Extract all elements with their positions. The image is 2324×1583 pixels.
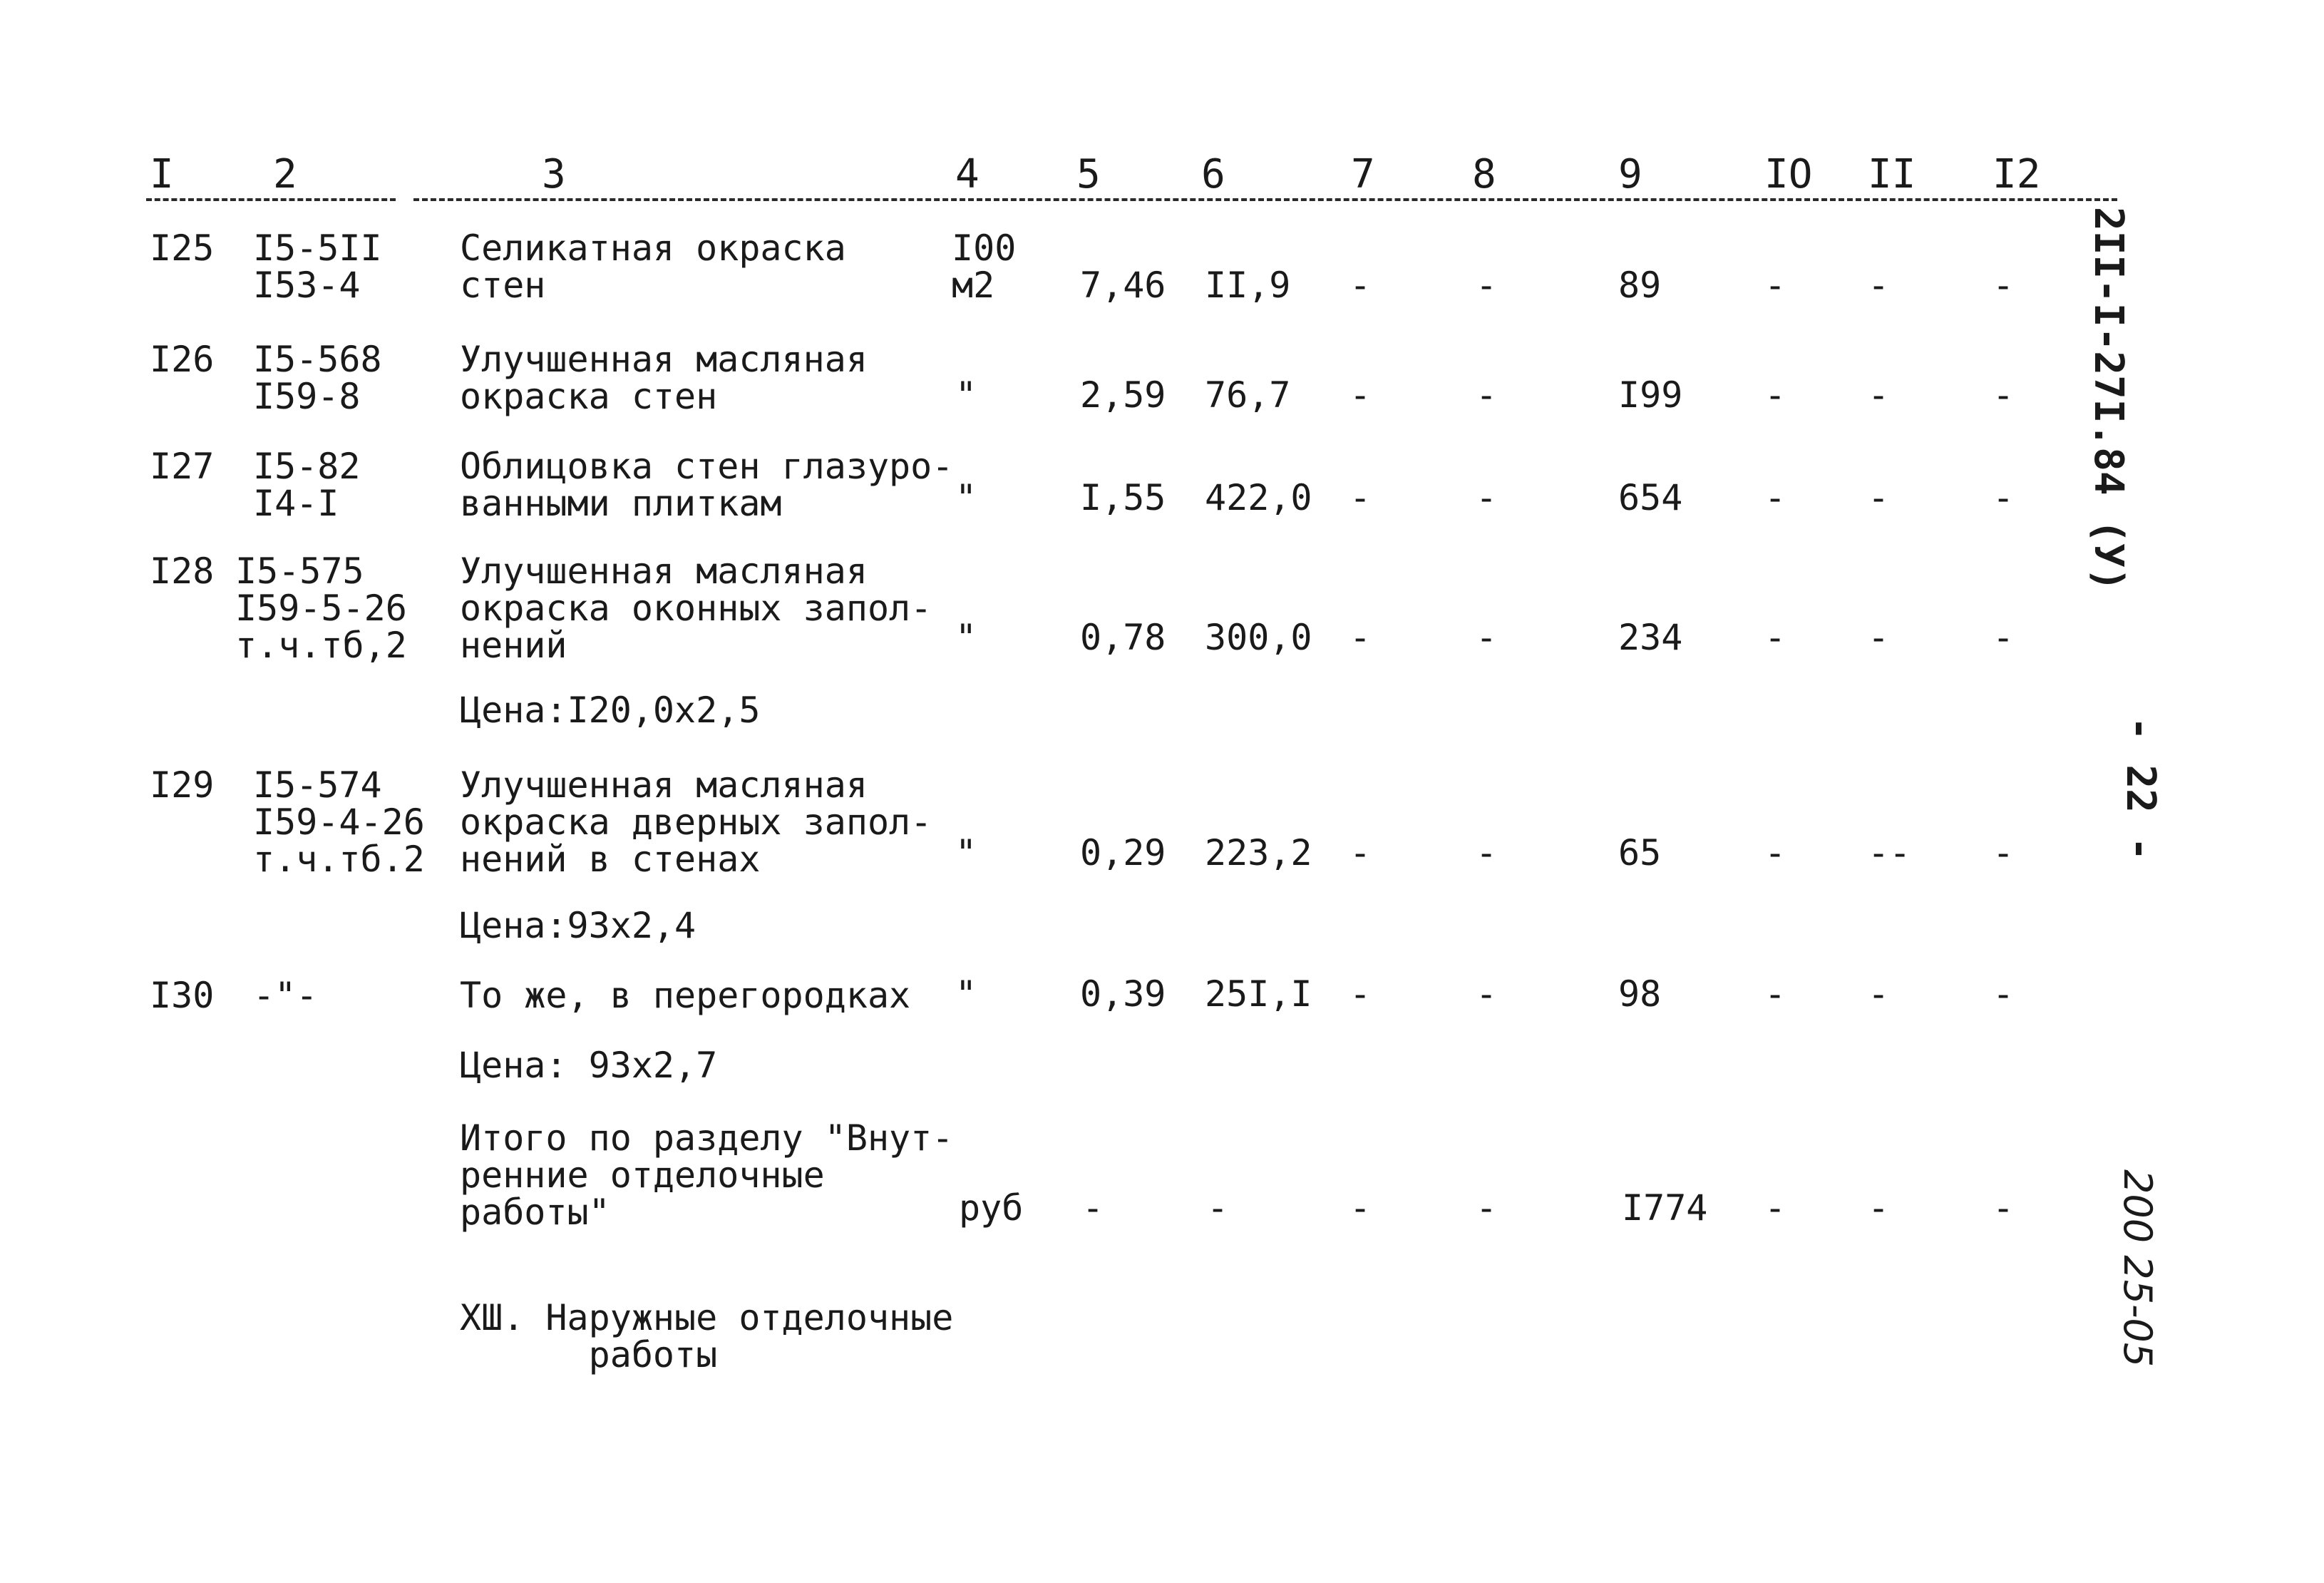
section-heading: XШ. Наружные отделочные работы [460, 1297, 954, 1375]
total-description: Итого по разделу "Внут- ренние отделочные работы" [460, 1117, 954, 1233]
total-col7: - [1349, 1187, 1372, 1229]
header-rule-left [146, 198, 396, 201]
col-header-5: 5 [1076, 151, 1101, 198]
row-col8: - [1476, 477, 1498, 518]
row-col7: - [1349, 477, 1372, 518]
row-unit: " [955, 617, 977, 658]
row-col11: -- [1868, 832, 1911, 874]
row-col9: I99 [1618, 374, 1683, 416]
row-description: Улучшенная масляная окраска стен [460, 339, 868, 417]
row-col12: - [1993, 832, 2015, 874]
row-col7: - [1349, 374, 1372, 416]
col-header-3: 3 [542, 151, 566, 198]
row-number: I28 [150, 550, 215, 592]
total-unit: руб [959, 1187, 1024, 1229]
row-col6: 300,0 [1205, 617, 1312, 658]
row-col12: - [1993, 374, 2015, 416]
row-col6: II,9 [1205, 265, 1291, 306]
row-col11: - [1868, 973, 1890, 1015]
row-description: Селикатная окраска стен [460, 227, 846, 306]
col-header-4: 4 [955, 151, 980, 198]
row-col8: - [1476, 973, 1498, 1015]
row-price-note: Цена: 93x2,7 [460, 1045, 718, 1086]
row-unit: " [955, 973, 977, 1015]
row-code: I5-82 I4-I [253, 446, 361, 524]
col-header-8: 8 [1472, 151, 1496, 198]
row-unit: " [955, 832, 977, 874]
row-col8: - [1476, 617, 1498, 658]
row-col12: - [1993, 265, 2015, 306]
row-col6: 422,0 [1205, 477, 1312, 518]
row-col12: - [1993, 617, 2015, 658]
row-col11: - [1868, 477, 1890, 518]
row-col10: - [1764, 973, 1786, 1015]
total-col6: - [1207, 1187, 1229, 1229]
row-number: I27 [150, 446, 215, 487]
row-description: Облицовка стен глазуро- ванными плиткам [460, 446, 954, 524]
row-col9: 234 [1618, 617, 1683, 658]
row-code: I5-5II I53-4 [253, 227, 382, 306]
row-col8: - [1476, 832, 1498, 874]
row-col5: 7,46 [1080, 265, 1166, 306]
row-col12: - [1993, 477, 2015, 518]
page-number: - 22 - [2117, 717, 2164, 861]
total-col5: - [1082, 1187, 1104, 1229]
row-col5: 0,39 [1080, 973, 1166, 1015]
total-col11: - [1868, 1187, 1890, 1229]
row-col10: - [1764, 832, 1786, 874]
row-col6: 76,7 [1205, 374, 1291, 416]
row-col10: - [1764, 265, 1786, 306]
total-col9: I774 [1622, 1187, 1708, 1229]
row-col11: - [1868, 265, 1890, 306]
row-price-note: Цена:93x2,4 [460, 905, 696, 946]
row-code: I5-575 I59-5-26 т.ч.тб,2 [235, 550, 407, 666]
row-col9: 65 [1618, 832, 1662, 874]
archive-stamp: 200 25-05 [2115, 1169, 2160, 1368]
total-col10: - [1764, 1187, 1786, 1229]
total-col12: - [1993, 1187, 2015, 1229]
row-col9: 654 [1618, 477, 1683, 518]
row-col7: - [1349, 832, 1372, 874]
row-description: То же, в перегородках [460, 975, 911, 1016]
row-description: Улучшенная масляная окраска оконных запол- нений [460, 550, 932, 666]
row-col6: 223,2 [1205, 832, 1312, 874]
row-col5: 0,29 [1080, 832, 1166, 874]
col-header-11: II [1868, 151, 1916, 198]
row-unit: " [955, 374, 977, 416]
row-price-note: Цена:I20,0x2,5 [460, 690, 761, 731]
row-description: Улучшенная масляная окраска дверных запол- нений в стенах [460, 764, 932, 880]
row-number: I30 [150, 975, 215, 1016]
document-code: 2II-I-27I.84 (У) [2085, 207, 2132, 592]
row-col9: 89 [1618, 265, 1662, 306]
col-header-1: I [150, 151, 174, 198]
row-code: I5-568 I59-8 [253, 339, 382, 417]
total-col8: - [1476, 1187, 1498, 1229]
row-col5: 2,59 [1080, 374, 1166, 416]
row-col10: - [1764, 374, 1786, 416]
col-header-10: IO [1764, 151, 1813, 198]
row-code: I5-574 I59-4-26 т.ч.тб.2 [253, 764, 425, 880]
row-col8: - [1476, 265, 1498, 306]
row-code: -"- [253, 975, 318, 1016]
row-number: I25 [150, 227, 215, 269]
row-col11: - [1868, 617, 1890, 658]
row-number: I26 [150, 339, 215, 380]
row-number: I29 [150, 764, 215, 806]
row-col8: - [1476, 374, 1498, 416]
row-col7: - [1349, 617, 1372, 658]
row-col10: - [1764, 617, 1786, 658]
col-header-7: 7 [1351, 151, 1375, 198]
col-header-9: 9 [1618, 151, 1642, 198]
row-col10: - [1764, 477, 1786, 518]
row-col5: I,55 [1080, 477, 1166, 518]
row-col6: 25I,I [1205, 973, 1312, 1015]
row-unit: " [955, 477, 977, 518]
row-col5: 0,78 [1080, 617, 1166, 658]
row-col12: - [1993, 973, 2015, 1015]
col-header-12: I2 [1993, 151, 2041, 198]
row-col9: 98 [1618, 973, 1662, 1015]
row-col7: - [1349, 265, 1372, 306]
header-rule-right [413, 198, 2117, 201]
col-header-2: 2 [273, 151, 297, 198]
row-col11: - [1868, 374, 1890, 416]
row-unit: I00 м2 [952, 227, 1017, 306]
col-header-6: 6 [1201, 151, 1225, 198]
row-col7: - [1349, 973, 1372, 1015]
